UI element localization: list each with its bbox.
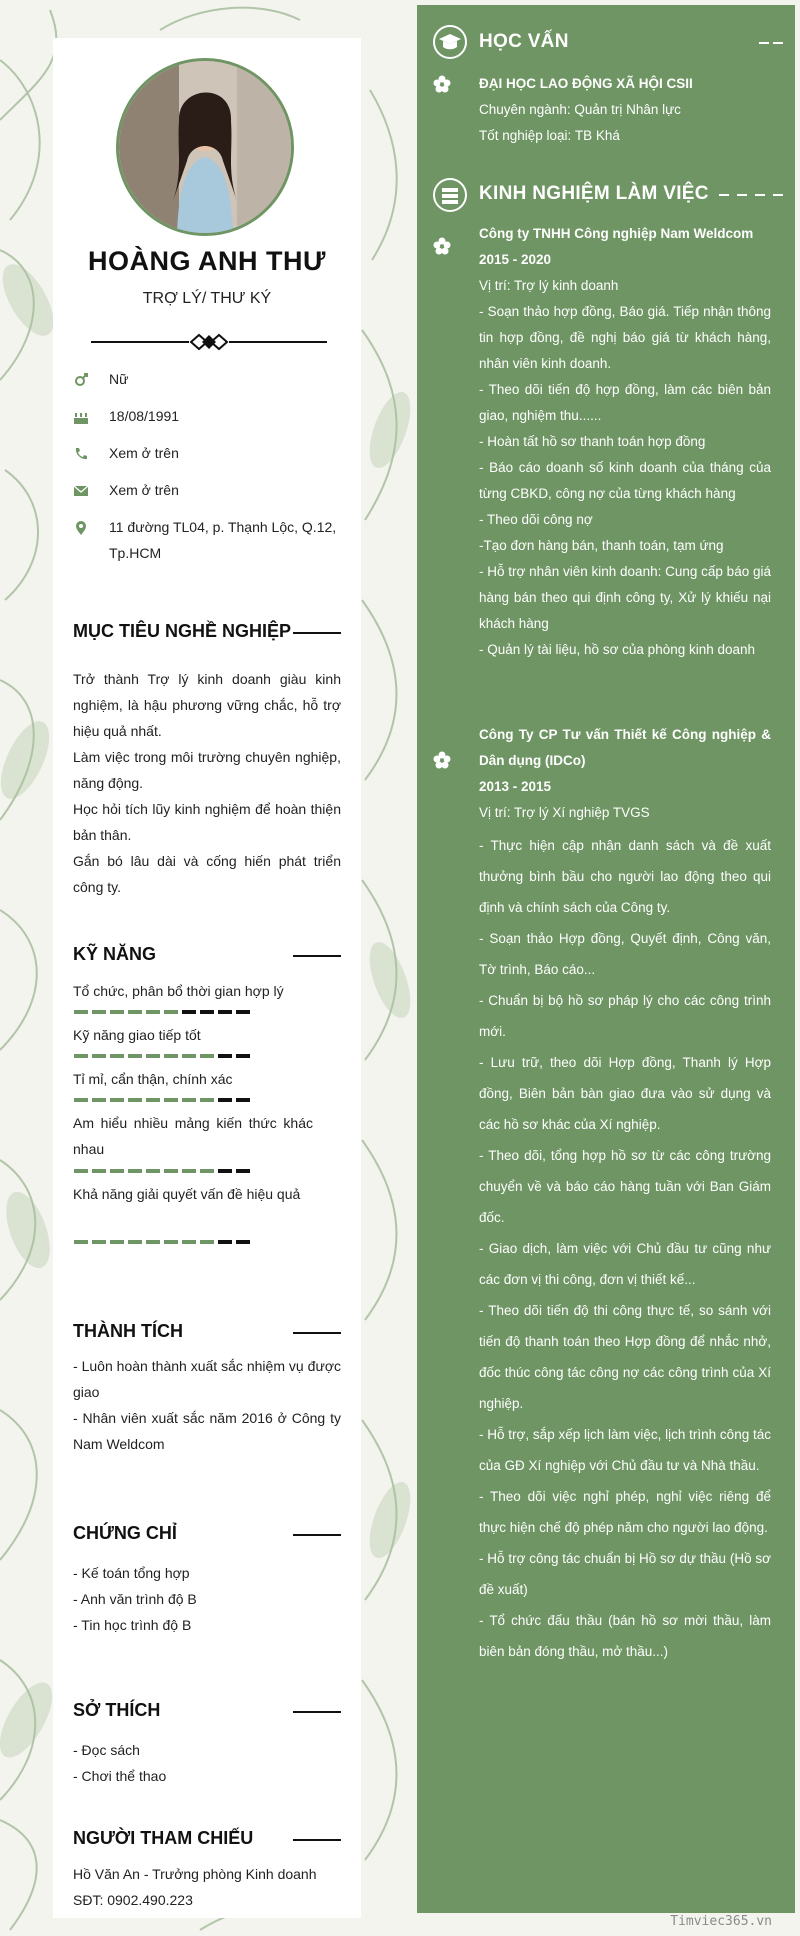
birthday-cake-icon <box>73 409 89 425</box>
skill-bar-segment <box>74 1098 88 1102</box>
skill-bar-segment <box>128 1054 142 1058</box>
candidate-role: TRỢ LÝ/ THƯ KÝ <box>142 290 272 307</box>
skill-bar-segment <box>182 1169 196 1173</box>
skill-label-0: Tổ chức, phân bổ thời gian hợp lý <box>73 983 284 999</box>
left-column <box>53 38 361 1918</box>
skill-bar-segment <box>74 1240 88 1244</box>
skill-bar-segment <box>164 1010 178 1014</box>
objective-title-line <box>293 632 341 634</box>
skill-label-2: Tỉ mỉ, cẩn thận, chính xác <box>73 1071 233 1087</box>
skill-bar-segment <box>110 1098 124 1102</box>
map-marker-icon <box>73 520 89 536</box>
skill-bar-segment <box>218 1169 232 1173</box>
job1-position: Vị trí: Trợ lý kinh doanh <box>479 278 619 293</box>
skill-bar-segment <box>236 1240 250 1244</box>
skill-label-4: Khả năng giải quyết vấn đề hiệu quả <box>73 1186 301 1202</box>
references-title: NGƯỜI THAM CHIẾU <box>73 1828 254 1848</box>
gender-text: Nữ <box>109 371 129 387</box>
avatar <box>116 58 294 236</box>
job2-position: Vị trí: Trợ lý Xí nghiệp TVGS <box>479 805 650 820</box>
avatar-photo <box>119 61 291 233</box>
skill-bar-segment <box>110 1240 124 1244</box>
skill-bar-segment <box>74 1169 88 1173</box>
birthday-text: 18/08/1991 <box>109 408 180 424</box>
book-icon <box>433 178 467 212</box>
achievements-title: THÀNH TÍCH <box>73 1321 183 1341</box>
job2-period: 2013 - 2015 <box>479 779 552 794</box>
skill-bar-segment <box>146 1054 160 1058</box>
email-text: Xem ở trên <box>109 482 179 498</box>
skill-bar-segment <box>218 1054 232 1058</box>
certificates-title: CHỨNG CHỈ <box>73 1523 177 1543</box>
phone-text: Xem ở trên <box>109 445 179 461</box>
skill-bar-segment <box>128 1010 142 1014</box>
job1-period: 2015 - 2020 <box>479 252 552 267</box>
education-major: Chuyên ngành: Quản trị Nhân lực <box>479 102 681 117</box>
name-divider <box>91 331 327 353</box>
right-column <box>417 5 795 1913</box>
job2-flower-icon <box>433 751 451 769</box>
job1-company: Công ty TNHH Công nghiệp Nam Weldcom <box>479 226 754 241</box>
skill-bar-segment <box>218 1010 232 1014</box>
skill-bar-segment <box>146 1169 160 1173</box>
objective-title: MỤC TIÊU NGHỀ NGHIỆP <box>73 621 292 641</box>
skill-bar-segment <box>182 1240 196 1244</box>
skill-bar-segment <box>236 1010 250 1014</box>
skill-bar-segment <box>218 1098 232 1102</box>
skill-bar-segment <box>182 1098 196 1102</box>
skill-label-1: Kỹ năng giao tiếp tốt <box>73 1027 201 1043</box>
graduation-cap-icon <box>433 25 467 59</box>
achievements-text: - Luôn hoàn thành xuất sắc nhiệm vụ được giao - Nhân viên xuất sắc năm 2016 ở Công ty Nam Weldcom <box>73 1358 341 1452</box>
skill-bar-segment <box>200 1010 214 1014</box>
phone-icon <box>73 446 89 462</box>
skills-title-line <box>293 955 341 957</box>
skill-bar-segment <box>92 1054 106 1058</box>
skill-bar-segment <box>200 1098 214 1102</box>
skills-title: KỸ NĂNG <box>73 944 157 964</box>
skill-bar-segment <box>200 1169 214 1173</box>
skill-bar-segment <box>110 1010 124 1014</box>
skill-bar-segment <box>74 1054 88 1058</box>
skill-bar-segment <box>110 1054 124 1058</box>
skill-bar-segment <box>164 1169 178 1173</box>
education-school: ĐẠI HỌC LAO ĐỘNG XÃ HỘI CSII <box>479 76 693 91</box>
skill-bar-segment <box>146 1098 160 1102</box>
objective-text: Trở thành Trợ lý kinh doanh giàu kinh nghiệm, là hậu phương vững chắc, hỗ trợ hiệu quả nhất. Làm việc trong môi trường chuyên nghiệp, năng động. Học hỏi tích lũy kinh nghiệm để hoàn thiện bản thân. Gắn bó lâu dài và cống hiến phát triển công ty. <box>73 671 341 895</box>
references-title-line <box>293 1839 341 1841</box>
job2-details: - Thực hiện cập nhận danh sách và đề xuất thưởng bình bầu cho người lao động theo qui định và chính sách của Công ty. - Soạn thảo Hợp đồng, Quyết định, Công văn, Tờ trình, Báo cáo... - Chuẩn bị bộ hồ sơ pháp lý cho các công trình mới. - Lưu trữ, theo dõi Hợp đồng, Thanh lý Hợp đồng, Biên bản bàn giao đưa vào sử dụng và các hồ sơ khác của Xí nghiệp. - Theo dõi, tổng hợp hồ sơ từ các công trường chuyển về và báo cáo hàng tuần với Ban Giám đốc. - Giao dịch, làm việc với Chủ đầu tư cũng như các đơn vị thi công, đơn vị thiết kế... - Theo dõi tiến độ thi công thực tế, so sánh với tiến độ thanh toán theo Hợp đồng để nhắc nhở, đốc thúc công tác công nợ các công trình của Xí nghiệp. - Hỗ trợ, sắp xếp lịch làm việc, lịch trình công tác của GĐ Xí nghiệp với Chủ đầu tư và Nhà thầu. - Theo dõi việc nghỉ phép, nghỉ việc riêng để thực hiện chế độ phép năm cho người lao động. - Hỗ trợ công tác chuẩn bị Hồ sơ dự thầu (Hồ sơ đề xuất) - Tổ chức đấu thầu (bán hồ sơ mời thầu, làm biên bản đóng thầu, mở thầu...) <box>479 838 771 1659</box>
skill-bar-segment <box>128 1169 142 1173</box>
job1-flower-icon <box>433 237 451 255</box>
skill-bar-segment <box>164 1054 178 1058</box>
skill-bar-segment <box>92 1010 106 1014</box>
education-flower-icon <box>433 75 451 93</box>
skill-bar-segment <box>200 1054 214 1058</box>
skill-label-3: Am hiểu nhiều mảng kiến thức khác nhau <box>73 1115 313 1157</box>
candidate-name: HOÀNG ANH THƯ <box>88 246 326 276</box>
certificates-title-line <box>293 1534 341 1536</box>
watermark: Timviec365.vn <box>670 1914 772 1929</box>
experience-title: KINH NGHIỆM LÀM VIỆC <box>479 183 709 204</box>
references-text: Hồ Văn An - Trưởng phòng Kinh doanh SĐT: 0902.490.223 <box>73 1866 317 1908</box>
skill-bar-segment <box>128 1240 142 1244</box>
skill-bar-segment <box>236 1098 250 1102</box>
envelope-icon <box>73 483 89 499</box>
hobbies-title-line <box>293 1711 341 1713</box>
job2-company: Công Ty CP Tư vấn Thiết kế Công nghiệp & Dân dụng (IDCo) <box>479 727 771 768</box>
skill-bar-segment <box>236 1169 250 1173</box>
skill-bar-segment <box>236 1054 250 1058</box>
education-grade: Tốt nghiệp loại: TB Khá <box>479 128 620 143</box>
hobbies-title: SỞ THÍCH <box>73 1700 161 1720</box>
gender-icon <box>73 372 89 388</box>
experience-title-dash <box>719 194 783 196</box>
skill-bar-segment <box>92 1240 106 1244</box>
skill-bar-segment <box>74 1010 88 1014</box>
skill-bar-segment <box>164 1240 178 1244</box>
skill-bar-segment <box>146 1010 160 1014</box>
address-text: 11 đường TL04, p. Thạnh Lộc, Q.12, Tp.HCM <box>109 519 337 561</box>
education-title-dash <box>759 42 783 44</box>
education-title: HỌC VẤN <box>479 31 569 52</box>
skill-bar-segment <box>200 1240 214 1244</box>
hobbies-text: - Đọc sách - Chơi thể thao <box>73 1742 167 1784</box>
skill-bar-segment <box>164 1098 178 1102</box>
skill-bar-segment <box>182 1010 196 1014</box>
skill-bar-segment <box>218 1240 232 1244</box>
certificates-text: - Kế toán tổng hợp - Anh văn trình độ B - Tin học trình độ B <box>73 1565 197 1633</box>
skill-bar-segment <box>92 1169 106 1173</box>
achievements-title-line <box>293 1332 341 1334</box>
skill-bar-segment <box>92 1098 106 1102</box>
skill-bar-segment <box>146 1240 160 1244</box>
skill-bar-segment <box>128 1098 142 1102</box>
job1-details: - Soạn thảo hợp đồng, Báo giá. Tiếp nhận thông tin hợp đồng, đề nghị báo giá từ khách hàng, nhân viên kinh doanh. - Theo dõi tiến độ hợp đồng, làm các biên bản giao, nghiệm thu...... - Hoàn tất hồ sơ thanh toán hợp đồng - Báo cáo doanh số kinh doanh của tháng của từng CBKD, công nợ của từng khách hàng - Theo dõi công nợ -Tạo đơn hàng bán, thanh toán, tạm ứng - Hỗ trợ nhân viên kinh doanh: Cung cấp báo giá hàng bán theo qui định công ty, Xử lý khiếu nại khách hàng - Quản lý tài liệu, hồ sơ của phòng kinh doanh <box>479 304 771 657</box>
skill-bar-segment <box>110 1169 124 1173</box>
skill-bar-segment <box>182 1054 196 1058</box>
